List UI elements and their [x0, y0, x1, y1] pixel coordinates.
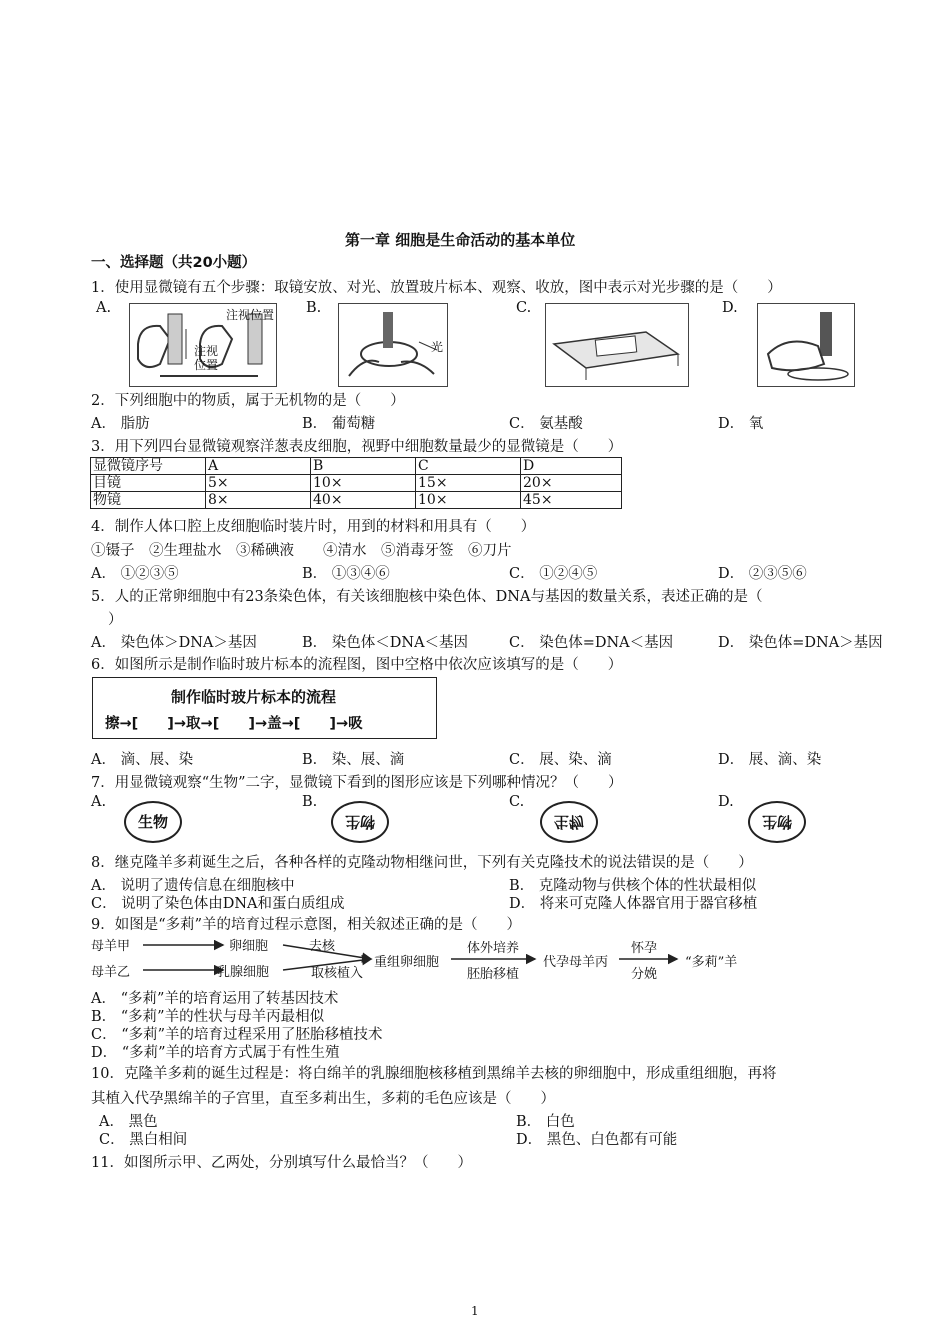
q6-option-d: D． 展、滴、染 — [718, 752, 822, 768]
remove-nucleus: 去核 — [309, 939, 336, 954]
q1-figure-c — [545, 303, 689, 387]
sheep-a: 母羊甲 — [91, 939, 131, 954]
table-cell: D — [521, 458, 622, 475]
sheep-b: 母羊乙 — [91, 965, 131, 980]
table-cell: 20× — [521, 475, 622, 492]
q9-option-b: B． “多莉”羊的性状与母羊丙最相似 — [91, 1009, 325, 1025]
fig-a-label-2: 注视 — [194, 344, 219, 358]
q4-option-a: A． ①②③⑤ — [91, 566, 179, 582]
fig-a-label-1: 注视位置 — [226, 308, 275, 322]
q8-option-d: D． 将来可克隆人体器官用于器官移植 — [509, 896, 758, 912]
q3-stem: 3．用下列四台显微镜观察洋葱表皮细胞，视野中细胞数量最少的显微镜是（ ） — [91, 439, 623, 455]
q6-option-b: B． 染、展、滴 — [302, 752, 405, 768]
q5-option-b: B． 染色体＜DNA＜基因 — [302, 635, 469, 651]
q10-option-c: C． 黑白相间 — [99, 1132, 188, 1148]
table-row — [91, 492, 622, 509]
q5-option-a: A． 染色体＞DNA＞基因 — [91, 635, 257, 651]
table-cell: 10× — [311, 475, 416, 492]
q9-option-d: D． “多莉”羊的培育方式属于有性生殖 — [91, 1045, 340, 1061]
table-cell: 10× — [416, 492, 521, 509]
q4-option-d: D． ②③⑤⑥ — [718, 566, 807, 582]
q11-stem: 11．如图所示甲、乙两处，分别填写什么最恰当？（ ） — [91, 1155, 472, 1171]
q2-stem: 2．下列细胞中的物质，属于无机物的是（ ） — [91, 393, 405, 409]
q10-option-b: B． 白色 — [516, 1114, 575, 1130]
q5-stem-cont: ） — [108, 612, 123, 628]
q9-diagram — [91, 935, 761, 985]
q9-option-c: C． “多莉”羊的培育过程采用了胚胎移植技术 — [91, 1027, 383, 1043]
q5-option-d: D． 染色体=DNA＞基因 — [718, 635, 883, 651]
q1-stem: 1．使用显微镜有五个步骤：取镜安放、对光、放置玻片标本、观察、收放，图中表示对光步骤的是（ ） — [91, 280, 782, 296]
q4-materials: ①镊子 ②生理盐水 ③稀碘液 ④清水 ⑤消毒牙签 ⑥刀片 — [91, 543, 512, 559]
table-cell: 物镜 — [91, 492, 206, 509]
page-number: 1 — [471, 1304, 479, 1318]
flowchart-steps: 擦→[ ]→取→[ ]→盖→[ ]→吸 — [105, 716, 363, 732]
table-row — [91, 458, 622, 475]
q9-option-a: A． “多莉”羊的培育运用了转基因技术 — [91, 991, 339, 1007]
q4-stem: 4．制作人体口腔上皮细胞临时装片时，用到的材料和用具有（ ） — [91, 519, 536, 535]
stage-slide-illustration — [546, 304, 688, 386]
q8-option-b: B． 克隆动物与供核个体的性状最相似 — [509, 878, 757, 894]
q2-option-b: B． 葡萄糖 — [302, 416, 376, 432]
q7-circle-c: 生物 — [540, 801, 598, 843]
in-vitro-culture: 体外培养 — [467, 941, 520, 956]
hand-holding-microscope-illustration — [758, 304, 854, 386]
q10-stem: 10．克隆羊多莉的诞生过程是：将白绵羊的乳腺细胞核移植到黑绵羊去核的卵细胞中，形成重组细胞，再将 — [91, 1066, 777, 1082]
q7-option-a: A. — [91, 794, 107, 810]
flowchart-title: 制作临时玻片标本的流程 — [171, 688, 337, 706]
q10-option-a: A． 黑色 — [99, 1114, 158, 1130]
q7-option-d: D. — [718, 794, 734, 810]
table-cell: 40× — [311, 492, 416, 509]
q1-figure-b — [338, 303, 448, 387]
q7-option-c: C. — [509, 794, 525, 810]
mammary-cell: 乳腺细胞 — [217, 965, 270, 980]
surrogate-sheep: 代孕母羊丙 — [543, 955, 609, 970]
q9-stem: 9．如图是“多莉”羊的培育过程示意图，相关叙述正确的是（ ） — [91, 917, 522, 933]
q8-option-a: A． 说明了遗传信息在细胞核中 — [91, 878, 295, 894]
q2-option-d: D． 氧 — [718, 416, 764, 432]
q7-circle-a: 生物 — [124, 801, 182, 843]
fig-a-label-3: 位置 — [194, 358, 219, 372]
table-cell: 8× — [206, 492, 311, 509]
q8-stem: 8．继克隆羊多莉诞生之后，各种各样的克隆动物相继问世，下列有关克隆技术的说法错误的是（ ） — [91, 855, 753, 871]
q5-option-c: C． 染色体=DNA＜基因 — [509, 635, 674, 651]
table-cell: 15× — [416, 475, 521, 492]
q7-circle-b: 物生 — [331, 801, 389, 843]
q10-stem-cont: 其植入代孕黑绵羊的子宫里，直至多莉出生，多莉的毛色应该是（ ） — [91, 1091, 555, 1107]
egg-cell: 卵细胞 — [229, 939, 269, 954]
q2-option-c: C． 氨基酸 — [509, 416, 583, 432]
table-row — [91, 475, 622, 492]
table-cell: 45× — [521, 492, 622, 509]
table-cell: A — [206, 458, 311, 475]
section-heading: 一、选择题（共20小题） — [91, 255, 257, 271]
q10-option-d: D． 黑色、白色都有可能 — [516, 1132, 678, 1148]
q6-stem: 6．如图所示是制作临时玻片标本的流程图，图中空格中依次应该填写的是（ ） — [91, 657, 623, 673]
embryo-transfer: 胚胎移植 — [467, 967, 520, 982]
q4-option-b: B． ①③④⑥ — [302, 566, 390, 582]
table-cell: B — [311, 458, 416, 475]
q1-option-b: B. — [306, 300, 322, 316]
q7-circle-d: 物生 — [748, 801, 806, 843]
q7-option-b: B. — [302, 794, 318, 810]
q1-option-a: A. — [96, 300, 112, 316]
q1-option-c: C. — [516, 300, 532, 316]
q2-option-a: A． 脂肪 — [91, 416, 150, 432]
page-title: 第一章 细胞是生命活动的基本单位 — [345, 231, 576, 249]
table-cell: C — [416, 458, 521, 475]
extract-nucleus: 取核植入 — [311, 966, 364, 981]
q1-figure-a — [129, 303, 277, 387]
q5-stem: 5．人的正常卵细胞中有23条染色体，有关该细胞核中染色体、DNA与基因的数量关系，表述正确的是（ — [91, 589, 763, 605]
q7-stem: 7．用显微镜观察“生物”二字，显微镜下看到的图形应该是下列哪种情况？（ ） — [91, 775, 623, 791]
recombined-egg: 重组卵细胞 — [374, 955, 440, 970]
birth: 分娩 — [631, 967, 658, 982]
q8-option-c: C． 说明了染色体由DNA和蛋白质组成 — [91, 896, 345, 912]
dolly-sheep: “多莉”羊 — [685, 955, 738, 970]
q6-flowchart — [92, 677, 437, 739]
q6-option-a: A． 滴、展、染 — [91, 752, 194, 768]
pregnant: 怀孕 — [631, 941, 658, 956]
microscope-table — [90, 457, 622, 509]
q4-option-c: C． ①②④⑤ — [509, 566, 598, 582]
q6-option-c: C． 展、染、滴 — [509, 752, 612, 768]
table-cell: 显微镜序号 — [91, 458, 206, 475]
fig-b-light-label: 光 — [431, 340, 444, 354]
table-cell: 目镜 — [91, 475, 206, 492]
q1-figure-d — [757, 303, 855, 387]
q1-option-d: D. — [722, 300, 738, 316]
table-cell: 5× — [206, 475, 311, 492]
